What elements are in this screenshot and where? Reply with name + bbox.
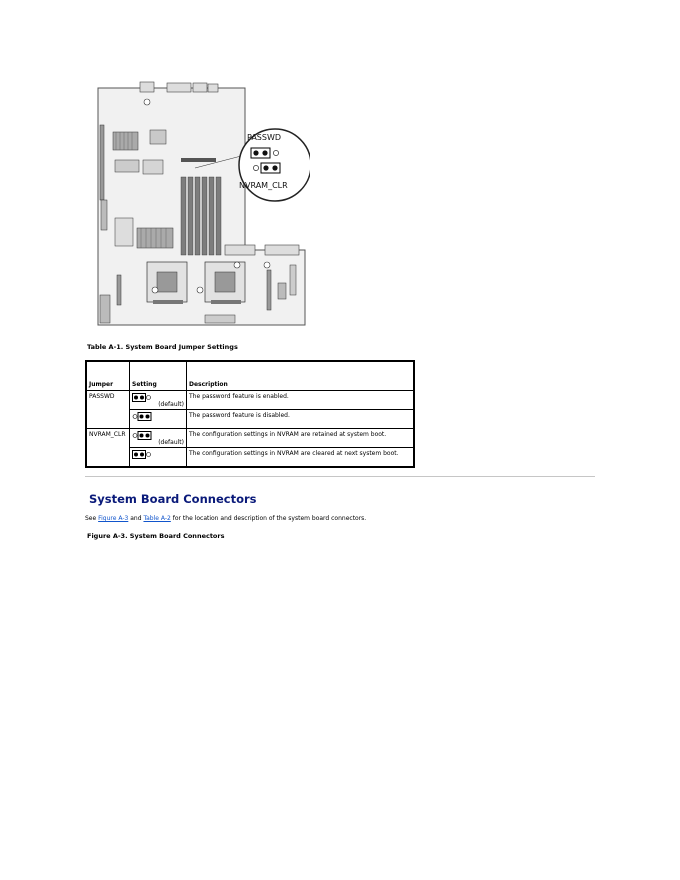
table-a2-link[interactable]: Table A-2 — [143, 515, 171, 522]
table-row — [86, 448, 414, 468]
header-jumper: Jumper — [86, 361, 130, 391]
nvram-clr-callout-label: NVRAM_CLR — [239, 181, 288, 190]
table-row — [86, 429, 414, 448]
jumper-pins-2-3-icon — [132, 431, 152, 440]
see-suffix: for the location and description of the system board connectors. — [172, 515, 367, 522]
setting-cell — [130, 429, 187, 448]
and-word: and — [130, 515, 142, 522]
jumper-pins-2-3-icon — [132, 412, 152, 421]
description-cell: The password feature is enabled. — [187, 391, 415, 410]
description-cell: The password feature is disabled. — [187, 410, 415, 429]
system-board-figure — [95, 80, 310, 330]
jumper-pins-1-2-icon — [132, 450, 152, 459]
see-references-text — [85, 515, 366, 522]
header-setting: Setting — [130, 361, 187, 391]
section-title: System Board Connectors — [89, 492, 257, 506]
default-label: (default) — [158, 439, 184, 446]
jumper-name-cell: PASSWD — [86, 391, 130, 429]
description-cell: The configuration settings in NVRAM are cleared at next system boot. — [187, 448, 415, 468]
see-prefix: See — [85, 515, 97, 522]
setting-cell — [130, 391, 187, 410]
table-header-row — [86, 361, 414, 391]
description-cell: The configuration settings in NVRAM are retained at system boot. — [187, 429, 415, 448]
passwd-callout-label: PASSWD — [247, 133, 282, 142]
table-row — [86, 410, 414, 429]
figure-a3-link[interactable]: Figure A-3 — [98, 515, 129, 522]
setting-cell — [130, 448, 187, 468]
setting-cell — [130, 410, 187, 429]
jumper-pins-1-2-icon — [132, 393, 152, 402]
system-board-diagram — [95, 80, 310, 330]
jumper-settings-table — [85, 360, 415, 468]
jumper-name-cell: NVRAM_CLR — [86, 429, 130, 468]
table-caption: Table A-1. System Board Jumper Settings — [87, 343, 238, 351]
default-label: (default) — [158, 401, 184, 408]
table-row — [86, 391, 414, 410]
header-description: Description — [187, 361, 415, 391]
section-divider — [85, 476, 595, 477]
figure-caption: Figure A-3. System Board Connectors — [87, 532, 225, 540]
